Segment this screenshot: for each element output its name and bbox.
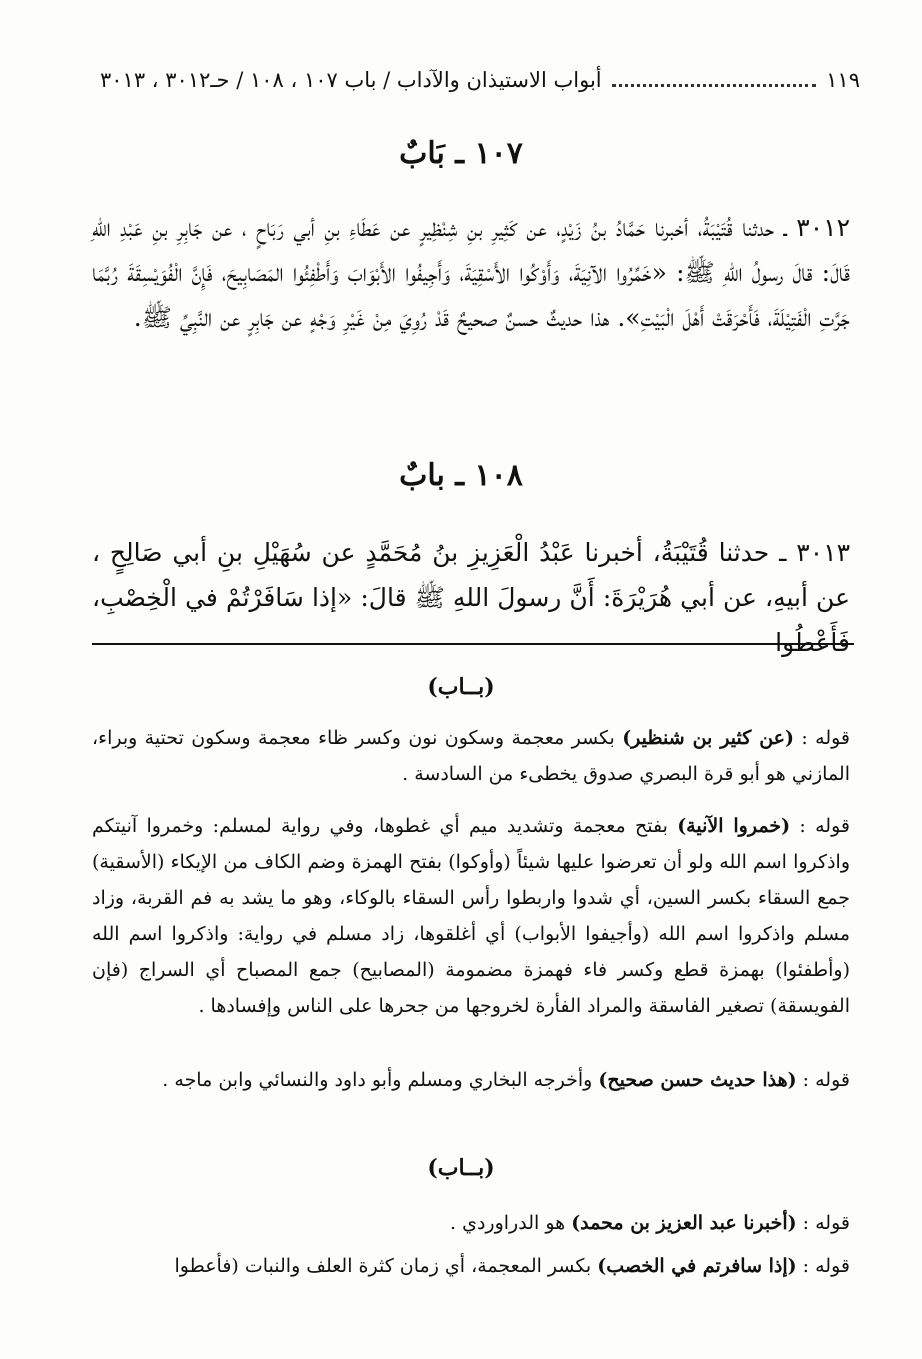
note-quote: (هذا حديث حسن صحيح) <box>598 1069 797 1091</box>
note-prefix: قوله : <box>796 1212 850 1234</box>
hadith-3013: ٣٠١٣ ـ حدثنا قُتَيْبَةُ، أخبرنا عَبْدُ الْعَزِيزِ بنُ مُحَمَّدٍ عن سُهَيْلِ بنِ أبي صَالِحٍ ، عن أبيهِ، عن أبي هُرَيْرَةَ: أَنَّ رسولَ اللهِ ﷺ قالَ: «إذا سَافَرْتُمْ في الْخِصْبِ، فَأَعْطُوا <box>92 538 850 657</box>
chapter-heading-108: ١٠٨ ـ بابٌ <box>399 458 523 493</box>
note-quote: (إذا سافرتم في الخصب) <box>597 1255 797 1277</box>
note-quote: (خمروا الآنية) <box>677 815 791 837</box>
commentary-heading-1: (بــاب) <box>427 674 495 700</box>
hadith-3012: ٣٠١٢ ـ حدثنا قُتَيْبَةُ، أخبرنا حَمَّادُ بنُ زَيْدٍ، عن كَثِيرِ بنِ شِنْظِيرٍ عن عَطَاءِ بنِ أبي رَبَاحٍ ، عن جَابِرِ بنِ عَبْدِ اللهِ قَالَ: قالَ رسولُ اللهِ ﷺ: «خَمِّرُوا الآنِيَةَ، وَأَوْكُوا الأَسْقِيَةَ، وَأَجِيفُوا الأَبْوَابَ وَأَطْفِئُوا المَصَابِيحَ، فَإِنَّ الْفُوَيْسِقَةَ رُبَّمَا جَرَّتِ الْفَتِيْلَةَ، فَأَحْرَقَتْ أَهْلَ الْبَيْتِ». هذا حديثٌ حسنٌ صحيحٌ قَدْ رُوِيَ مِنْ غَيْرِ وَجْهٍ عن جَابِرٍ عن النَّبِيِّ ﷺ. <box>92 213 850 332</box>
commentary-note <box>92 1205 850 1241</box>
running-header <box>100 68 860 98</box>
note-text: بفتح معجمة وتشديد ميم أي غطوها، وفي رواية لمسلم: وخمروا آنيتكم واذكروا اسم الله ولو أن تعرضوا عليها شيئاً (وأوكوا) بفتح الهمزة وضم الكاف من الإيكاء (الأسقية) جمع السقاء بكسر السين، أي شدوا واربطوا رأس السقاء بالوكاء، وهو ما يشد به فم القربة، وزاد مسلم واذكروا اسم الله (وأجيفوا الأبواب) أي أغلقوها، زاد مسلم في رواية: واذكروا اسم الله (وأطفئوا) بهمزة قطع وكسر فاء فهمزة مضمومة (المصابيح) جمع المصباح أي السراج (فإن الفويسقة) تصغير الفاسقة والمراد الفأرة لخروجها من جحرها على الناس وإفسادها . <box>92 815 850 1017</box>
commentary-note <box>92 1062 850 1098</box>
commentary-note <box>92 1248 850 1284</box>
running-title: أبواب الاستيذان والآداب / باب ١٠٧ ، ١٠٨ / حـ٣٠١٢ ، ٣٠١٣ <box>100 68 602 92</box>
note-prefix: قوله : <box>794 727 851 749</box>
page-number: ١١٩ <box>826 68 860 92</box>
note-prefix: قوله : <box>796 1255 850 1277</box>
commentary-note <box>92 808 850 1024</box>
note-prefix: قوله : <box>790 815 850 837</box>
commentary-heading-2: (بــاب) <box>427 1155 495 1181</box>
leader-dots <box>612 84 817 87</box>
chapter-heading-107: ١٠٧ ـ بَابٌ <box>399 136 523 171</box>
note-text: بكسر معجمة وسكون نون وكسر ظاء معجمة وسكون تحتية وبراء، المازني هو أبو قرة البصري صدوق يخطىء من السادسة . <box>92 727 850 785</box>
footnote-divider <box>92 643 854 645</box>
commentary-note <box>92 720 850 792</box>
note-text: بكسر المعجمة، أي زمان كثرة العلف والنبات (فأعطوا <box>174 1255 598 1277</box>
note-text: هو الدراوردي . <box>450 1212 572 1234</box>
note-quote: (عن كثير بن شنظير) <box>622 727 794 749</box>
note-quote: (أخبرنا عبد العزيز بن محمد) <box>571 1212 797 1234</box>
note-text: وأخرجه البخاري ومسلم وأبو داود والنسائي وابن ماجه . <box>162 1069 599 1091</box>
note-prefix: قوله : <box>796 1069 850 1091</box>
